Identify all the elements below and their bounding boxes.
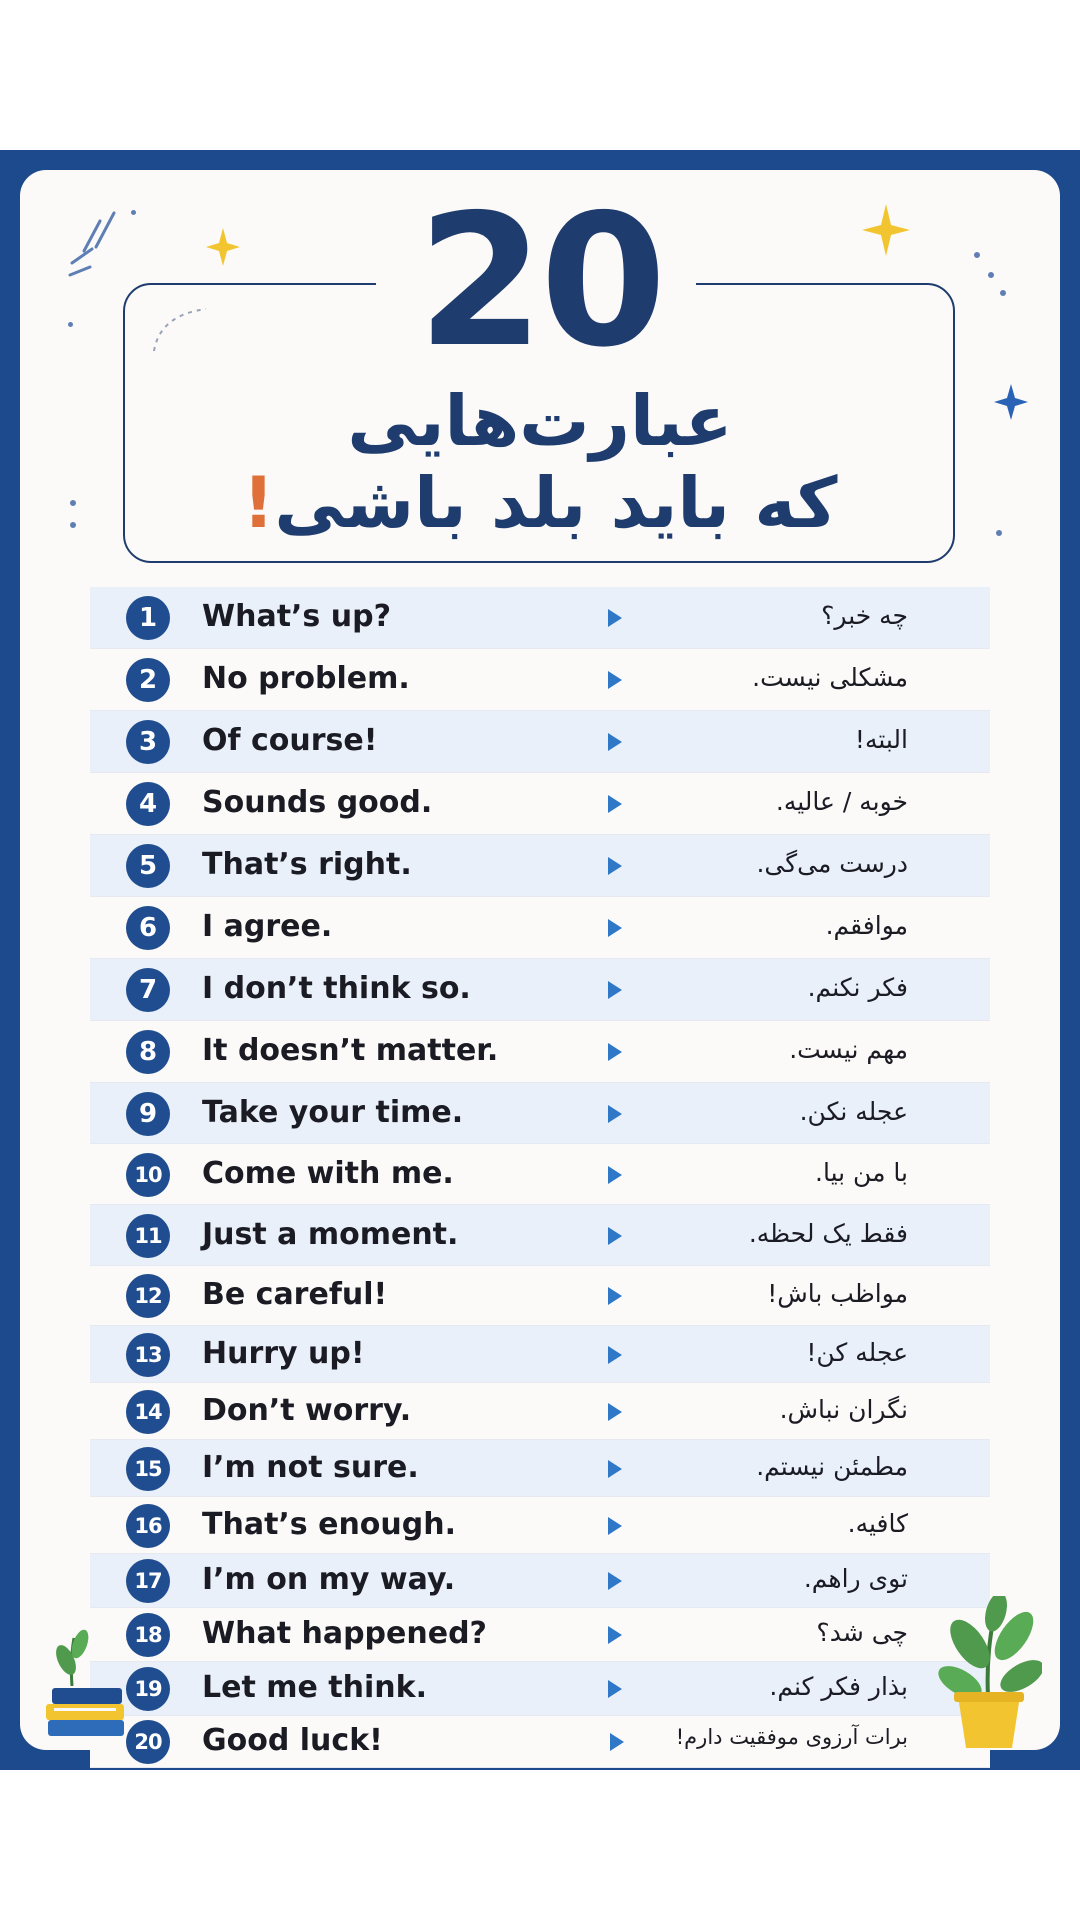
english-phrase: No problem. — [202, 661, 410, 696]
phrase-number-badge: 2 — [126, 658, 170, 702]
english-phrase: Come with me. — [202, 1155, 454, 1191]
english-phrase: Sounds good. — [202, 785, 433, 820]
phrase-row — [90, 1266, 990, 1326]
english-phrase: Don’t worry. — [202, 1392, 412, 1428]
burst-lines-icon — [62, 205, 132, 285]
persian-translation: مطمئن نیستم. — [756, 1451, 908, 1481]
sparkle-icon — [862, 204, 910, 256]
arrow-right-icon — [608, 1572, 622, 1590]
persian-translation: با من بیا. — [815, 1157, 908, 1187]
phrase-number-badge: 4 — [126, 782, 170, 826]
phrase-row — [90, 1083, 990, 1144]
phrase-row — [90, 897, 990, 959]
persian-translation: درست می‌گی. — [756, 849, 908, 878]
phrase-number-badge: 9 — [126, 1092, 170, 1136]
arrow-right-icon — [608, 1403, 622, 1421]
dot-decoration — [70, 522, 76, 528]
phrase-number-badge: 16 — [126, 1504, 170, 1548]
title-text: که باید بلد باشی — [274, 462, 838, 544]
plant-icon — [936, 1596, 1042, 1750]
persian-translation: فقط یک لحظه. — [748, 1218, 908, 1248]
persian-translation: توی راهم. — [803, 1564, 908, 1593]
arrow-right-icon — [608, 981, 622, 999]
books-icon — [44, 1626, 130, 1742]
english-phrase: What’s up? — [202, 599, 391, 634]
phrase-row — [90, 711, 990, 773]
english-phrase: Be careful! — [202, 1277, 388, 1312]
persian-translation: مهم نیست. — [789, 1035, 908, 1064]
arrow-right-icon — [608, 857, 622, 875]
phrase-number-badge: 10 — [126, 1153, 170, 1197]
phrase-number-badge: 6 — [126, 906, 170, 950]
persian-translation: عجله نکن. — [799, 1096, 908, 1126]
arrow-right-icon — [608, 1517, 622, 1535]
arrow-right-icon — [608, 1227, 622, 1245]
dot-decoration — [68, 322, 73, 327]
exclamation-mark: ! — [242, 462, 275, 544]
persian-translation: نگران نباش. — [779, 1394, 908, 1424]
persian-translation: مشکلی نیست. — [752, 663, 908, 692]
phrase-row — [90, 1608, 990, 1662]
phrase-row — [90, 1021, 990, 1083]
english-phrase: Let me think. — [202, 1670, 427, 1705]
title-line-2 — [150, 458, 930, 548]
english-phrase: I’m not sure. — [202, 1449, 419, 1485]
dot-decoration — [131, 210, 136, 215]
persian-translation: بذار فکر کنم. — [769, 1672, 908, 1701]
title-number: 20 — [417, 175, 663, 387]
phrase-row — [90, 1497, 990, 1554]
phrase-row — [90, 959, 990, 1021]
arrow-right-icon — [608, 1043, 622, 1061]
phrase-number-badge: 17 — [126, 1559, 170, 1603]
persian-translation: مواظب باش! — [767, 1279, 908, 1308]
persian-translation: خوبه / عالیه. — [775, 787, 908, 816]
persian-translation: البته! — [854, 725, 908, 754]
phrase-number-badge: 15 — [126, 1447, 170, 1491]
phrase-row — [90, 1205, 990, 1266]
persian-translation: عجله کن! — [806, 1337, 908, 1367]
phrase-row — [90, 587, 990, 649]
phrase-row — [90, 773, 990, 835]
phrase-number-badge: 1 — [126, 596, 170, 640]
star-icon — [994, 384, 1028, 420]
arrow-right-icon — [608, 1680, 622, 1698]
phrase-row — [90, 1662, 990, 1716]
title-line-1: عبارت‌هایی — [347, 380, 733, 462]
phrase-number-badge: 3 — [126, 720, 170, 764]
english-phrase: That’s enough. — [202, 1506, 457, 1542]
phrase-number-badge: 8 — [126, 1030, 170, 1074]
persian-translation: فکر نکنم. — [807, 973, 908, 1002]
phrase-row — [90, 1383, 990, 1440]
phrase-number-badge: 5 — [126, 844, 170, 888]
phrase-number-badge: 19 — [126, 1667, 170, 1711]
english-phrase: I’m on my way. — [202, 1562, 456, 1597]
arrow-right-icon — [608, 671, 622, 689]
arrow-right-icon — [608, 1626, 622, 1644]
english-phrase: Of course! — [202, 723, 378, 758]
phrase-table — [90, 587, 990, 1768]
english-phrase: Hurry up! — [202, 1335, 365, 1371]
sparkle-icon — [206, 228, 240, 266]
arrow-right-icon — [608, 795, 622, 813]
phrase-row — [90, 1326, 990, 1383]
phrase-number-badge: 12 — [126, 1274, 170, 1318]
english-phrase: It doesn’t matter. — [202, 1033, 499, 1068]
dot-decoration — [988, 272, 994, 278]
english-phrase: What happened? — [202, 1616, 487, 1651]
persian-translation: موافقم. — [825, 911, 908, 940]
phrase-row — [90, 1554, 990, 1608]
arrow-right-icon — [608, 609, 622, 627]
arrow-right-icon — [608, 733, 622, 751]
arrow-right-icon — [608, 1105, 622, 1123]
phrase-row — [90, 1440, 990, 1497]
english-phrase: Just a moment. — [202, 1216, 459, 1252]
persian-translation: چه خبر؟ — [821, 601, 908, 630]
english-phrase: Take your time. — [202, 1094, 464, 1130]
arrow-right-icon — [608, 1166, 622, 1184]
phrase-number-badge: 11 — [126, 1214, 170, 1258]
persian-translation: چی شد؟ — [816, 1618, 908, 1647]
arrow-right-icon — [608, 1287, 622, 1305]
dot-decoration — [70, 500, 76, 506]
persian-translation: کافیه. — [847, 1508, 908, 1538]
arrow-right-icon — [608, 1460, 622, 1478]
phrase-number-badge: 7 — [126, 968, 170, 1012]
arrow-right-icon — [608, 919, 622, 937]
english-phrase: I don’t think so. — [202, 971, 471, 1006]
phrase-row — [90, 649, 990, 711]
phrase-number-badge: 13 — [126, 1333, 170, 1377]
persian-translation: برات آرزوی موفقیت دارم! — [675, 1725, 908, 1749]
dot-decoration — [1000, 290, 1006, 296]
arrow-right-icon — [610, 1733, 624, 1751]
dot-decoration — [974, 252, 980, 258]
phrase-number-badge: 18 — [126, 1613, 170, 1657]
english-phrase: Good luck! — [202, 1723, 383, 1758]
phrase-row — [90, 1716, 990, 1768]
phrase-number-badge: 14 — [126, 1390, 170, 1434]
english-phrase: That’s right. — [202, 847, 412, 882]
phrase-row — [90, 835, 990, 897]
phrase-row — [90, 1144, 990, 1205]
phrase-number-badge: 20 — [126, 1720, 170, 1764]
dot-decoration — [996, 530, 1002, 536]
arrow-right-icon — [608, 1346, 622, 1364]
english-phrase: I agree. — [202, 909, 333, 944]
